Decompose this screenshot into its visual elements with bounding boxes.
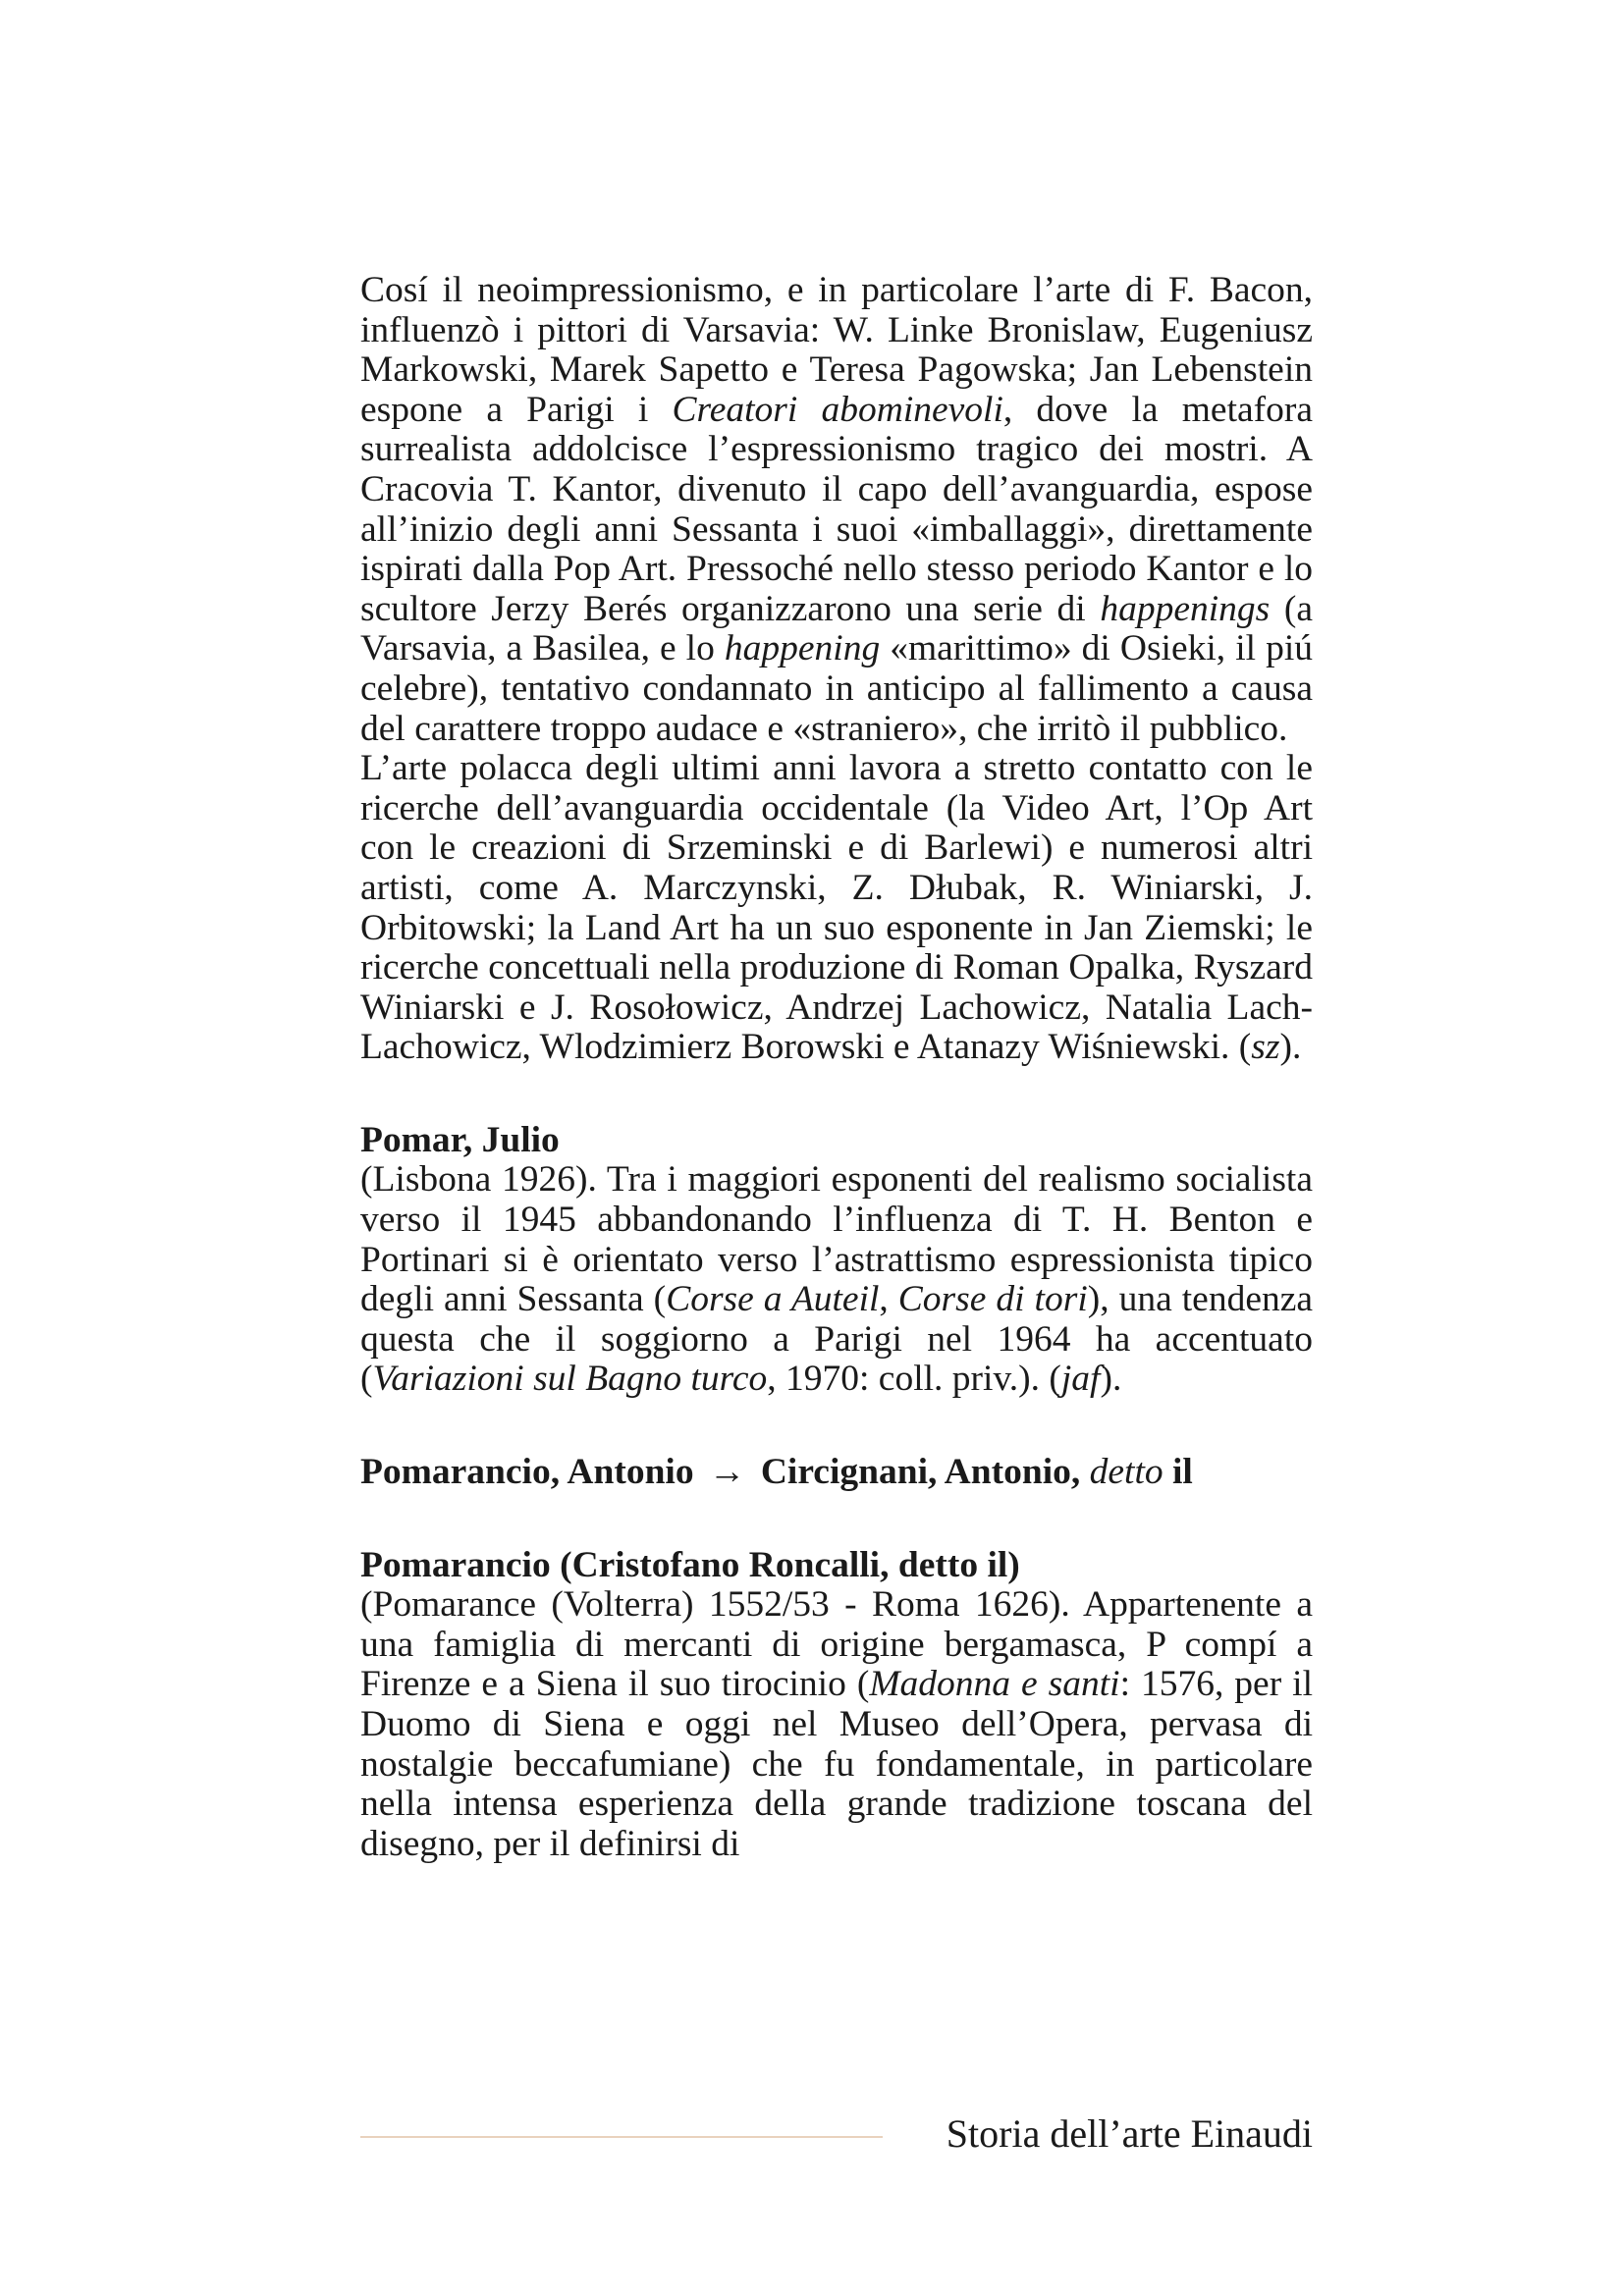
text-run: (a Varsavia, a Basilea, e lo (360, 588, 1314, 669)
see-arrow-icon: → (708, 1452, 746, 1493)
entry-body-pomar-julio (360, 1160, 1313, 1400)
page-footer (360, 2107, 1313, 2162)
text-run: (Pomarance (Volterra) 1552/53 - Roma 1626). Appartenente a una famiglia di mercanti di origine bergamasca, P compí a Firenze e a Siena il suo tirocinio ( (360, 1584, 1313, 1705)
author-initials: jaf (1060, 1359, 1101, 1400)
text-run: «marittimo» di Osieki, il piú celebre), tentativo condannato in anticipo al fallimento a causa del carattere troppo audace e «straniero», che irritò il pubblico. (360, 628, 1313, 749)
crossref-source: Pomarancio, Antonio (360, 1452, 694, 1493)
author-initials: sz (1251, 1027, 1280, 1068)
text-run: , dove la metafora surrealista addolcisce l’espressionismo tragico dei mostri. A Cracovia T. Kantor, divenuto il capo dell’avanguardia, espose all’inizio degli anni Sessanta i suoi «imballaggi», direttamente ispirati dalla Pop Art. Pressoché nello stesso periodo Kantor e lo scultore Jerzy Berés organizzarono una serie di (360, 389, 1314, 629)
entry-heading-pomarancio-antonio-crossref (360, 1453, 1313, 1493)
text-run: ), una tendenza questa che il soggiorno a Parigi nel 1964 ha accentuato ( (360, 1279, 1313, 1400)
entry-heading-pomar-julio: Pomar, Julio (360, 1119, 560, 1160)
footer-rule (360, 2136, 883, 2138)
text-run: ). (1279, 1027, 1302, 1068)
text-run: Cosí il neoimpressionismo, e in particolare l’arte di F. Bacon, influenzò i pittori di Varsavia: W. Linke Bronislaw, Eugeniusz Markowski, Marek Sapetto e Teresa Pagowska; Jan Lebenstein espone a Parigi i (360, 270, 1313, 430)
intro-paragraph-1 (360, 271, 1313, 749)
work-title: Corse a Auteil (666, 1279, 880, 1320)
text-run: : 1576, per il Duomo di Siena e oggi nel Museo dell’Opera, pervasa di nostalgie beccafumiane) che fu fondamentale, in particolare nella intensa esperienza della grande tradizione toscana del disegno, per il definirsi di (360, 1664, 1313, 1864)
text-run: L’arte polacca degli ultimi anni lavora a stretto contatto con le ricerche dell’avanguardia occidentale (la Video Art, l’Op Art con le creazioni di Srzeminski e di Barlewi) e numerosi altri artisti, come A. Marczynski, Z. Dłubak, R. Winiarski, J. Orbitowski; la Land Art ha un suo esponente in Jan Ziemski; le ricerche concettuali nella produzione di Roman Opalka, Ryszard Winiarski e J. Rosołowicz, Andrzej Lachowicz, Natalia Lach-Lachowicz, Wlodzimierz Borowski e Atanazy Wiśniewski. ( (360, 748, 1313, 1068)
work-title: Corse di tori (897, 1279, 1088, 1320)
work-title: Creatori abominevoli (672, 389, 1003, 430)
crossref-target[interactable]: Circignani, Antonio, (760, 1452, 1081, 1493)
footer-series-title: Storia dell’arte Einaudi (946, 2111, 1313, 2156)
entry-body-pomarancio-roncalli (360, 1585, 1313, 1864)
crossref-italic: detto (1089, 1452, 1163, 1493)
italic-term: happenings (1100, 588, 1271, 629)
text-column (360, 271, 1313, 1864)
text-run: (Lisbona 1926). Tra i maggiori esponenti del realismo socialista verso il 1945 abbandonando l’influenza di T. H. Benton e Portinari si è orientato verso l’astrattismo espressionista tipico degli anni Sessanta ( (360, 1159, 1313, 1320)
text-run: , 1970: coll. priv.). ( (767, 1359, 1061, 1400)
work-title: Variazioni sul Bagno turco (372, 1359, 768, 1400)
text-run: ). (1100, 1359, 1122, 1400)
text-run: , (879, 1279, 898, 1320)
work-title: Madonna e santi (869, 1664, 1120, 1705)
italic-term: happening (724, 628, 881, 669)
entry-heading-pomarancio-roncalli: Pomarancio (Cristofano Roncalli, detto il) (360, 1544, 1020, 1585)
crossref-end: il (1172, 1452, 1193, 1493)
intro-paragraph-2 (360, 749, 1313, 1068)
